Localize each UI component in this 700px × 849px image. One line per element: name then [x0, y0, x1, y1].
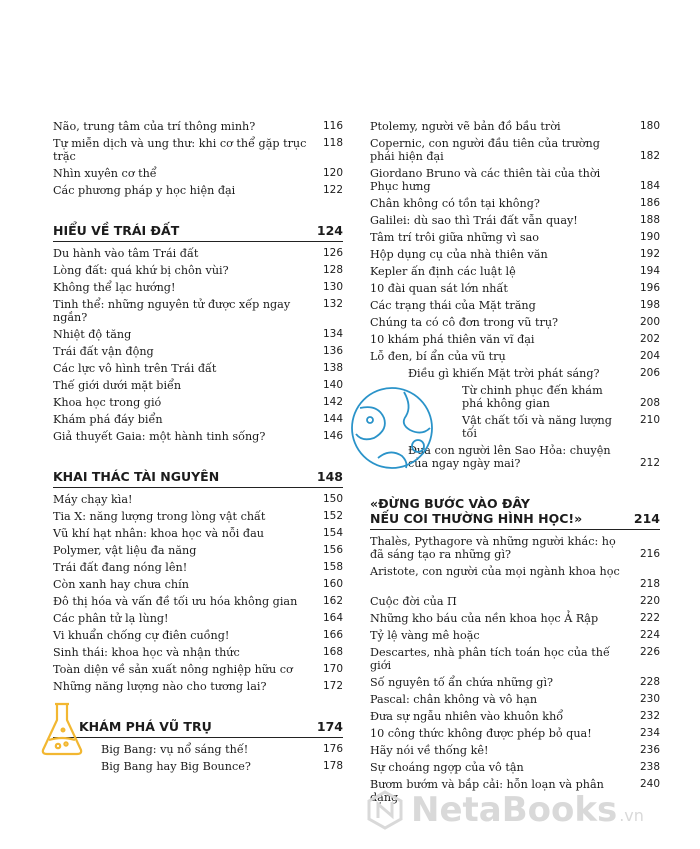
toc-entry-page: 136 [322, 345, 343, 357]
toc-entry-page: 186 [639, 197, 660, 209]
toc-entry [370, 265, 660, 278]
toc-entry-page: 144 [322, 413, 343, 425]
toc-entry-title: Tự miễn dịch và ung thư: khi cơ thể gặp trục trặc [53, 137, 307, 163]
toc-entry-title: Pascal: chân không và vô hạn [370, 693, 538, 706]
toc-entry-title: Du hành vào tâm Trái đất [53, 247, 199, 260]
section-heading-space [53, 719, 343, 738]
watermark [365, 790, 644, 830]
toc-entry-page: 182 [639, 150, 660, 162]
toc-entry-page: 228 [639, 676, 660, 688]
toc-entry [370, 350, 660, 363]
toc-entry-page: 210 [639, 414, 660, 426]
toc-entry-title: Lòng đất: quá khứ bị chôn vùi? [53, 264, 229, 277]
toc-entry-title: Aristote, con người của mọi ngành khoa học [370, 565, 620, 578]
toc-entry [370, 282, 660, 295]
toc-entry-page: 234 [639, 727, 660, 739]
toc-group-math [370, 535, 660, 804]
toc-entry [370, 629, 660, 642]
toc-entry-title: Các phân tử lạ lùng! [53, 612, 169, 625]
toc-entry-title: Hộp dụng cụ của nhà thiên văn [370, 248, 548, 261]
toc-entry-page: 236 [639, 744, 660, 756]
toc-entry [53, 663, 343, 676]
toc-entry [370, 612, 660, 625]
toc-entry-page: 132 [322, 298, 343, 310]
toc-entry-page: 208 [639, 397, 660, 409]
toc-entry [53, 396, 343, 409]
toc-entry-page: 122 [322, 184, 343, 196]
toc-entry-page: 206 [639, 367, 660, 379]
toc-entry-title: Khám phá đáy biển [53, 413, 163, 426]
toc-group-earth [53, 247, 343, 443]
toc-entry-page: 224 [639, 629, 660, 641]
toc-entry-title: Tinh thể: những nguyên tử được xếp ngay ngắn? [53, 298, 291, 324]
toc-entry-title: Big Bang hay Big Bounce? [101, 760, 251, 773]
toc-entry-title: Vật chất tối và năng lượng tối [462, 414, 612, 440]
toc-entry-title: Tia X: năng lượng trong lòng vật chất [53, 510, 266, 523]
toc-entry-title: Đưa sự ngẫu nhiên vào khuôn khổ [370, 710, 564, 723]
toc-entry-title: Vũ khí hạt nhân: khoa học và nỗi đau [53, 527, 264, 540]
toc-entry [53, 328, 343, 341]
toc-entry-title: Lỗ đen, bí ẩn của vũ trụ [370, 350, 506, 363]
toc-entry-title: Điều gì khiến Mặt trời phát sáng? [408, 367, 600, 380]
toc-entry-page: 180 [639, 120, 660, 132]
toc-entry-title: Descartes, nhà phân tích toán học của thế giới [370, 646, 610, 672]
toc-entry-title: Nhìn xuyên cơ thể [53, 167, 157, 180]
section-page: 148 [316, 469, 343, 484]
watermark-brand: NetaBooks [411, 790, 618, 830]
toc-entry-page: 196 [639, 282, 660, 294]
section-title: KHAI THÁC TÀI NGUYÊN [53, 469, 220, 484]
toc-entry [370, 299, 660, 312]
toc-entry-page: 226 [639, 646, 660, 658]
toc-entry-page: 160 [322, 578, 343, 590]
toc-entry [53, 247, 343, 260]
toc-entry-title: Toàn diện về sản xuất nông nghiệp hữu cơ [53, 663, 293, 676]
toc-entry-page: 164 [322, 612, 343, 624]
toc-entry-page: 200 [639, 316, 660, 328]
toc-entry-title: Polymer, vật liệu đa năng [53, 544, 197, 557]
toc-entry [53, 561, 343, 574]
toc-entry-page: 152 [322, 510, 343, 522]
toc-left-column [53, 120, 343, 777]
toc-entry-title: Galilei: dù sao thì Trái đất vẫn quay! [370, 214, 578, 227]
toc-entry-page: 230 [639, 693, 660, 705]
toc-entry-page: 178 [322, 760, 343, 772]
toc-entry [101, 743, 343, 756]
toc-entry-page: 168 [322, 646, 343, 658]
toc-entry-title: Tâm trí trôi giữa những vì sao [370, 231, 539, 244]
toc-entry-title: Bươm bướm và bắp cải: hỗn loạn và phân dạng [370, 778, 604, 804]
toc-entry-title: Chân không có tồn tại không? [370, 197, 540, 210]
toc-entry [370, 693, 660, 706]
toc-entry [53, 680, 343, 693]
section-page: 124 [316, 223, 343, 238]
toc-entry [370, 248, 660, 261]
toc-entry [53, 612, 343, 625]
toc-entry-page: 194 [639, 265, 660, 277]
toc-entry-title: Còn xanh hay chưa chín [53, 578, 189, 591]
toc-entry [370, 565, 660, 591]
toc-entry-page: 222 [639, 612, 660, 624]
toc-entry-title: Các trạng thái của Mặt trăng [370, 299, 536, 312]
toc-entry-title: Ptolemy, người vẽ bản đồ bầu trời [370, 120, 561, 133]
toc-entry-page: 218 [639, 578, 660, 590]
section-heading-earth [53, 223, 343, 242]
toc-group-space [53, 743, 343, 773]
toc-entry-title: Không thể lạc hướng! [53, 281, 176, 294]
toc-entry-title: Trái đất đang nóng lên! [53, 561, 188, 574]
toc-entry-title: Các lực vô hình trên Trái đất [53, 362, 217, 375]
toc-entry-title: Nhiệt độ tăng [53, 328, 132, 341]
toc-entry-title: Các phương pháp y học hiện đại [53, 184, 236, 197]
toc-entry-page: 116 [322, 120, 343, 132]
toc-entry-page: 212 [639, 457, 660, 469]
toc-group-body [53, 120, 343, 197]
toc-entry-title: Những năng lượng nào cho tương lai? [53, 680, 267, 693]
toc-entry-page: 130 [322, 281, 343, 293]
toc-entry-title: Thalès, Pythagore và những người khác: họ đã sáng tạo ra những gì? [370, 535, 616, 561]
toc-group-space-cont [370, 120, 660, 363]
toc-entry [53, 646, 343, 659]
toc-group-resources [53, 493, 343, 693]
toc-entry-page: 188 [639, 214, 660, 226]
toc-entry-title: Trái đất vận động [53, 345, 154, 358]
toc-entry-page: 150 [322, 493, 343, 505]
toc-entry-title: Số nguyên tố ẩn chứa những gì? [370, 676, 554, 689]
toc-entry-page: 128 [322, 264, 343, 276]
section-title-line2: NẾU COI THƯỜNG HÌNH HỌC!» [370, 511, 583, 526]
toc-entry-page: 190 [639, 231, 660, 243]
toc-entry-title: Big Bang: vụ nổ sáng thế! [101, 743, 249, 756]
toc-entry-page: 134 [322, 328, 343, 340]
toc-entry [53, 413, 343, 426]
toc-entry [53, 137, 343, 163]
toc-entry [53, 184, 343, 197]
toc-entry-title: Khoa học trong gió [53, 396, 162, 409]
section-page: 174 [316, 719, 343, 734]
toc-entry [101, 760, 343, 773]
toc-entry [370, 710, 660, 723]
toc-entry [370, 214, 660, 227]
toc-entry-page: 204 [639, 350, 660, 362]
toc-entry-page: 118 [322, 137, 343, 149]
toc-entry [53, 493, 343, 506]
toc-entry-title: Sự choáng ngợp của vô tận [370, 761, 524, 774]
toc-entry [370, 676, 660, 689]
toc-entry-page: 120 [322, 167, 343, 179]
toc-entry-page: 166 [322, 629, 343, 641]
watermark-suffix: .vn [619, 805, 644, 825]
toc-entry [53, 578, 343, 591]
toc-entry [370, 167, 660, 193]
toc-entry-page: 142 [322, 396, 343, 408]
toc-entry [53, 167, 343, 180]
section-heading-resources [53, 469, 343, 488]
toc-entry-page: 146 [322, 430, 343, 442]
toc-entry-page: 220 [639, 595, 660, 607]
toc-entry [53, 430, 343, 443]
toc-entry-page: 238 [639, 761, 660, 773]
flask-icon [38, 700, 86, 758]
toc-entry-page: 176 [322, 743, 343, 755]
toc-entry-page: 172 [322, 680, 343, 692]
toc-entry-title: Tỷ lệ vàng mê hoặc [370, 629, 480, 642]
toc-entry-title: 10 đài quan sát lớn nhất [370, 282, 508, 295]
toc-entry-title: Vi khuẩn chống cự điên cuồng! [53, 629, 230, 642]
toc-entry-title: Chúng ta có cô đơn trong vũ trụ? [370, 316, 559, 329]
toc-entry-page: 162 [322, 595, 343, 607]
toc-entry [53, 510, 343, 523]
toc-entry [370, 761, 660, 774]
toc-entry-page: 126 [322, 247, 343, 259]
toc-entry [53, 362, 343, 375]
toc-entry-page: 202 [639, 333, 660, 345]
toc-entry-page: 232 [639, 710, 660, 722]
toc-entry-page: 240 [639, 778, 660, 790]
toc-entry-title: 10 công thức không được phép bỏ qua! [370, 727, 592, 740]
toc-entry-title: Copernic, con người đầu tiên của trường phái hiện đại [370, 137, 600, 163]
toc-entry [370, 316, 660, 329]
toc-entry [53, 379, 343, 392]
toc-entry-title: Thế giới dưới mặt biển [53, 379, 182, 392]
toc-entry-page: 192 [639, 248, 660, 260]
toc-entry-title: 10 khám phá thiên văn vĩ đại [370, 333, 535, 346]
toc-entry-title: Kepler ấn định các luật lệ [370, 265, 516, 278]
toc-entry-title: Hãy nói về thống kê! [370, 744, 489, 757]
toc-entry-page: 184 [639, 180, 660, 192]
netabooks-logo-icon [365, 790, 405, 830]
toc-entry [53, 595, 343, 608]
toc-entry-page: 140 [322, 379, 343, 391]
toc-entry [370, 120, 660, 133]
toc-entry [53, 264, 343, 277]
toc-entry [370, 137, 660, 163]
toc-entry-title: Giordano Bruno và các thiên tài của thời Phục hưng [370, 167, 601, 193]
toc-entry-page: 138 [322, 362, 343, 374]
section-title: HIỂU VỀ TRÁI ĐẤT [53, 223, 180, 238]
toc-entry-title: Đô thị hóa và vấn đề tối ưu hóa không gian [53, 595, 298, 608]
toc-entry-title: Những kho báu của nền khoa học Ả Rập [370, 612, 599, 625]
toc-entry-page: 170 [322, 663, 343, 675]
toc-entry-page: 158 [322, 561, 343, 573]
toc-entry-title: Đưa con người lên Sao Hỏa: chuyện của ngay ngày mai? [408, 444, 611, 470]
toc-entry-page: 198 [639, 299, 660, 311]
toc-entry [370, 535, 660, 561]
toc-entry-title: Sinh thái: khoa học và nhận thức [53, 646, 240, 659]
toc-entry [370, 744, 660, 757]
planet-icon [348, 378, 444, 474]
toc-entry [370, 231, 660, 244]
section-title-line1: «ĐỪNG BƯỚC VÀO ĐÂY [370, 496, 530, 511]
toc-entry [53, 345, 343, 358]
toc-entry [53, 281, 343, 294]
toc-entry [53, 298, 343, 324]
toc-entry-page: 156 [322, 544, 343, 556]
toc-entry-title: Cuộc đời của Π [370, 595, 457, 608]
toc-entry [370, 646, 660, 672]
toc-entry [53, 527, 343, 540]
toc-entry [370, 727, 660, 740]
toc-entry [53, 544, 343, 557]
toc-entry [370, 197, 660, 210]
toc-entry-page: 216 [639, 548, 660, 560]
toc-entry-title: Từ chinh phục đến khám phá không gian [462, 384, 603, 410]
section-page: 214 [633, 511, 660, 526]
toc-entry [370, 333, 660, 346]
toc-entry [370, 595, 660, 608]
toc-entry-title: Não, trung tâm của trí thông minh? [53, 120, 256, 133]
section-title: KHÁM PHÁ VŨ TRỤ [79, 719, 212, 734]
toc-entry-title: Máy chạy kìa! [53, 493, 133, 506]
section-heading-math [370, 496, 660, 530]
toc-entry [53, 629, 343, 642]
toc-entry-title: Giả thuyết Gaia: một hành tinh sống? [53, 430, 266, 443]
toc-entry-page: 154 [322, 527, 343, 539]
toc-entry [53, 120, 343, 133]
